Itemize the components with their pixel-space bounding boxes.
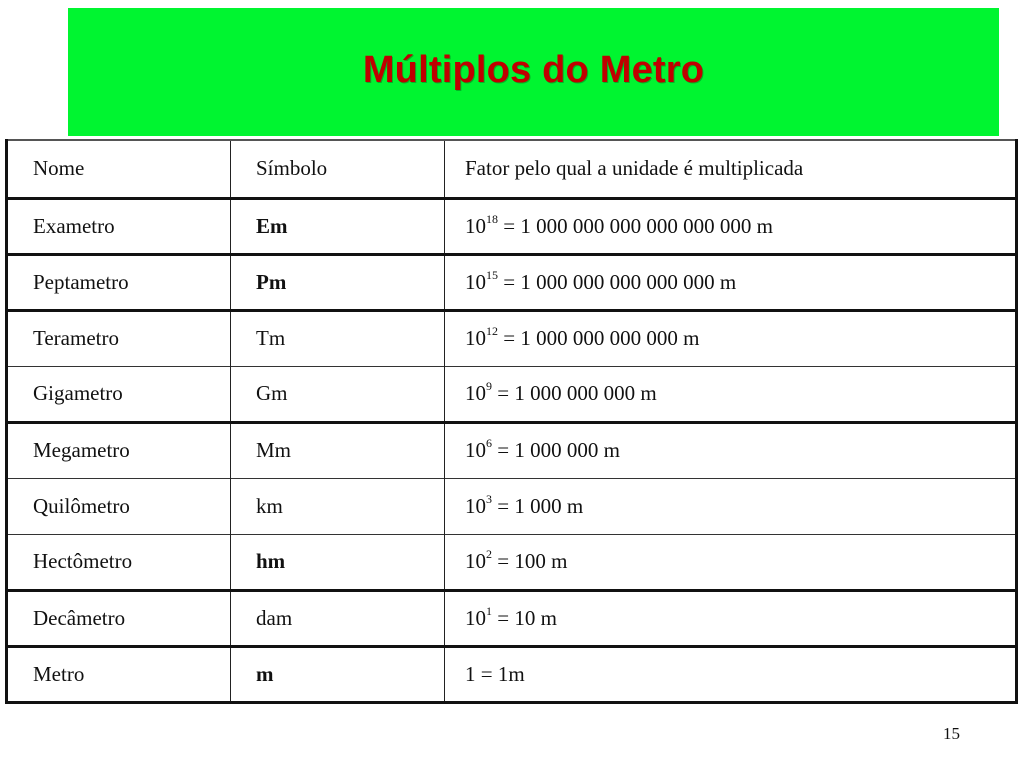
factor-exponent: 2 — [486, 547, 492, 561]
table-row — [7, 646, 1017, 702]
factor-base: 10 — [465, 605, 486, 630]
unit-name: Gigametro — [7, 366, 231, 422]
unit-symbol: Em — [231, 198, 445, 254]
unit-symbol: Mm — [231, 422, 445, 478]
header-name: Nome — [33, 156, 85, 181]
unit-factor — [445, 366, 1017, 422]
unit-factor — [445, 422, 1017, 478]
factor-base: 10 — [465, 438, 486, 462]
factor-base: 10 — [465, 493, 486, 518]
unit-name: Peptametro — [7, 254, 231, 310]
factor-exponent: 3 — [486, 491, 492, 506]
header-factor: Fator pelo qual a unidade é multiplicada — [445, 140, 1017, 198]
unit-factor — [445, 198, 1017, 254]
factor-value: = 10 m — [492, 605, 557, 630]
table-header-row — [7, 140, 1017, 198]
unit-factor — [445, 534, 1017, 590]
unit-factor — [445, 478, 1017, 534]
unit-name: Metro — [7, 646, 231, 702]
factor-exponent: 15 — [486, 267, 498, 282]
factor-value: = 1 000 000 m — [492, 438, 620, 462]
factor-base: 10 — [465, 549, 486, 573]
table-row — [7, 478, 1017, 534]
unit-name: Decâmetro — [7, 590, 231, 646]
unit-symbol: km — [231, 478, 445, 534]
unit-name: Quilômetro — [7, 478, 231, 534]
units-table — [5, 139, 1018, 704]
header-symbol: Símbolo — [231, 140, 445, 198]
unit-symbol: Pm — [231, 254, 445, 310]
factor-exponent: 1 — [486, 603, 492, 618]
table-row — [7, 366, 1017, 422]
unit-name: Megametro — [7, 422, 231, 478]
title-banner — [68, 8, 999, 136]
factor-value: = 1 000 000 000 000 000 000 m — [498, 213, 773, 238]
unit-factor — [445, 254, 1017, 310]
unit-factor — [445, 590, 1017, 646]
factor-value: = 1 000 000 000 000 000 m — [498, 269, 737, 294]
page-number: 15 — [943, 724, 960, 743]
table-row — [7, 198, 1017, 254]
table-row — [7, 590, 1017, 646]
unit-name: Exametro — [7, 198, 231, 254]
table-row — [7, 534, 1017, 590]
factor-exponent: 6 — [486, 436, 492, 450]
unit-factor — [445, 646, 1017, 702]
table-row — [7, 310, 1017, 366]
unit-factor — [445, 310, 1017, 366]
factor-value: = 1 000 m — [492, 493, 584, 518]
table-row — [7, 422, 1017, 478]
factor-value: = 100 m — [492, 549, 568, 573]
unit-symbol: m — [231, 646, 445, 702]
factor-base: 10 — [465, 213, 486, 238]
unit-symbol: hm — [231, 534, 445, 590]
factor-exponent: 9 — [486, 379, 492, 393]
factor-value: 1 = 1m — [465, 661, 525, 686]
factor-value: = 1 000 000 000 m — [492, 381, 657, 405]
unit-name: Hectômetro — [7, 534, 231, 590]
factor-exponent: 18 — [486, 211, 498, 226]
unit-symbol: dam — [231, 590, 445, 646]
table-row — [7, 254, 1017, 310]
factor-value: = 1 000 000 000 000 m — [498, 326, 700, 350]
unit-symbol: Tm — [231, 310, 445, 366]
factor-base: 10 — [465, 326, 486, 350]
unit-name: Terametro — [7, 310, 231, 366]
unit-symbol: Gm — [231, 366, 445, 422]
factor-base: 10 — [465, 269, 486, 294]
factor-base: 10 — [465, 381, 486, 405]
slide-title: Múltiplos do Metro — [362, 48, 705, 91]
factor-exponent: 12 — [486, 324, 498, 338]
